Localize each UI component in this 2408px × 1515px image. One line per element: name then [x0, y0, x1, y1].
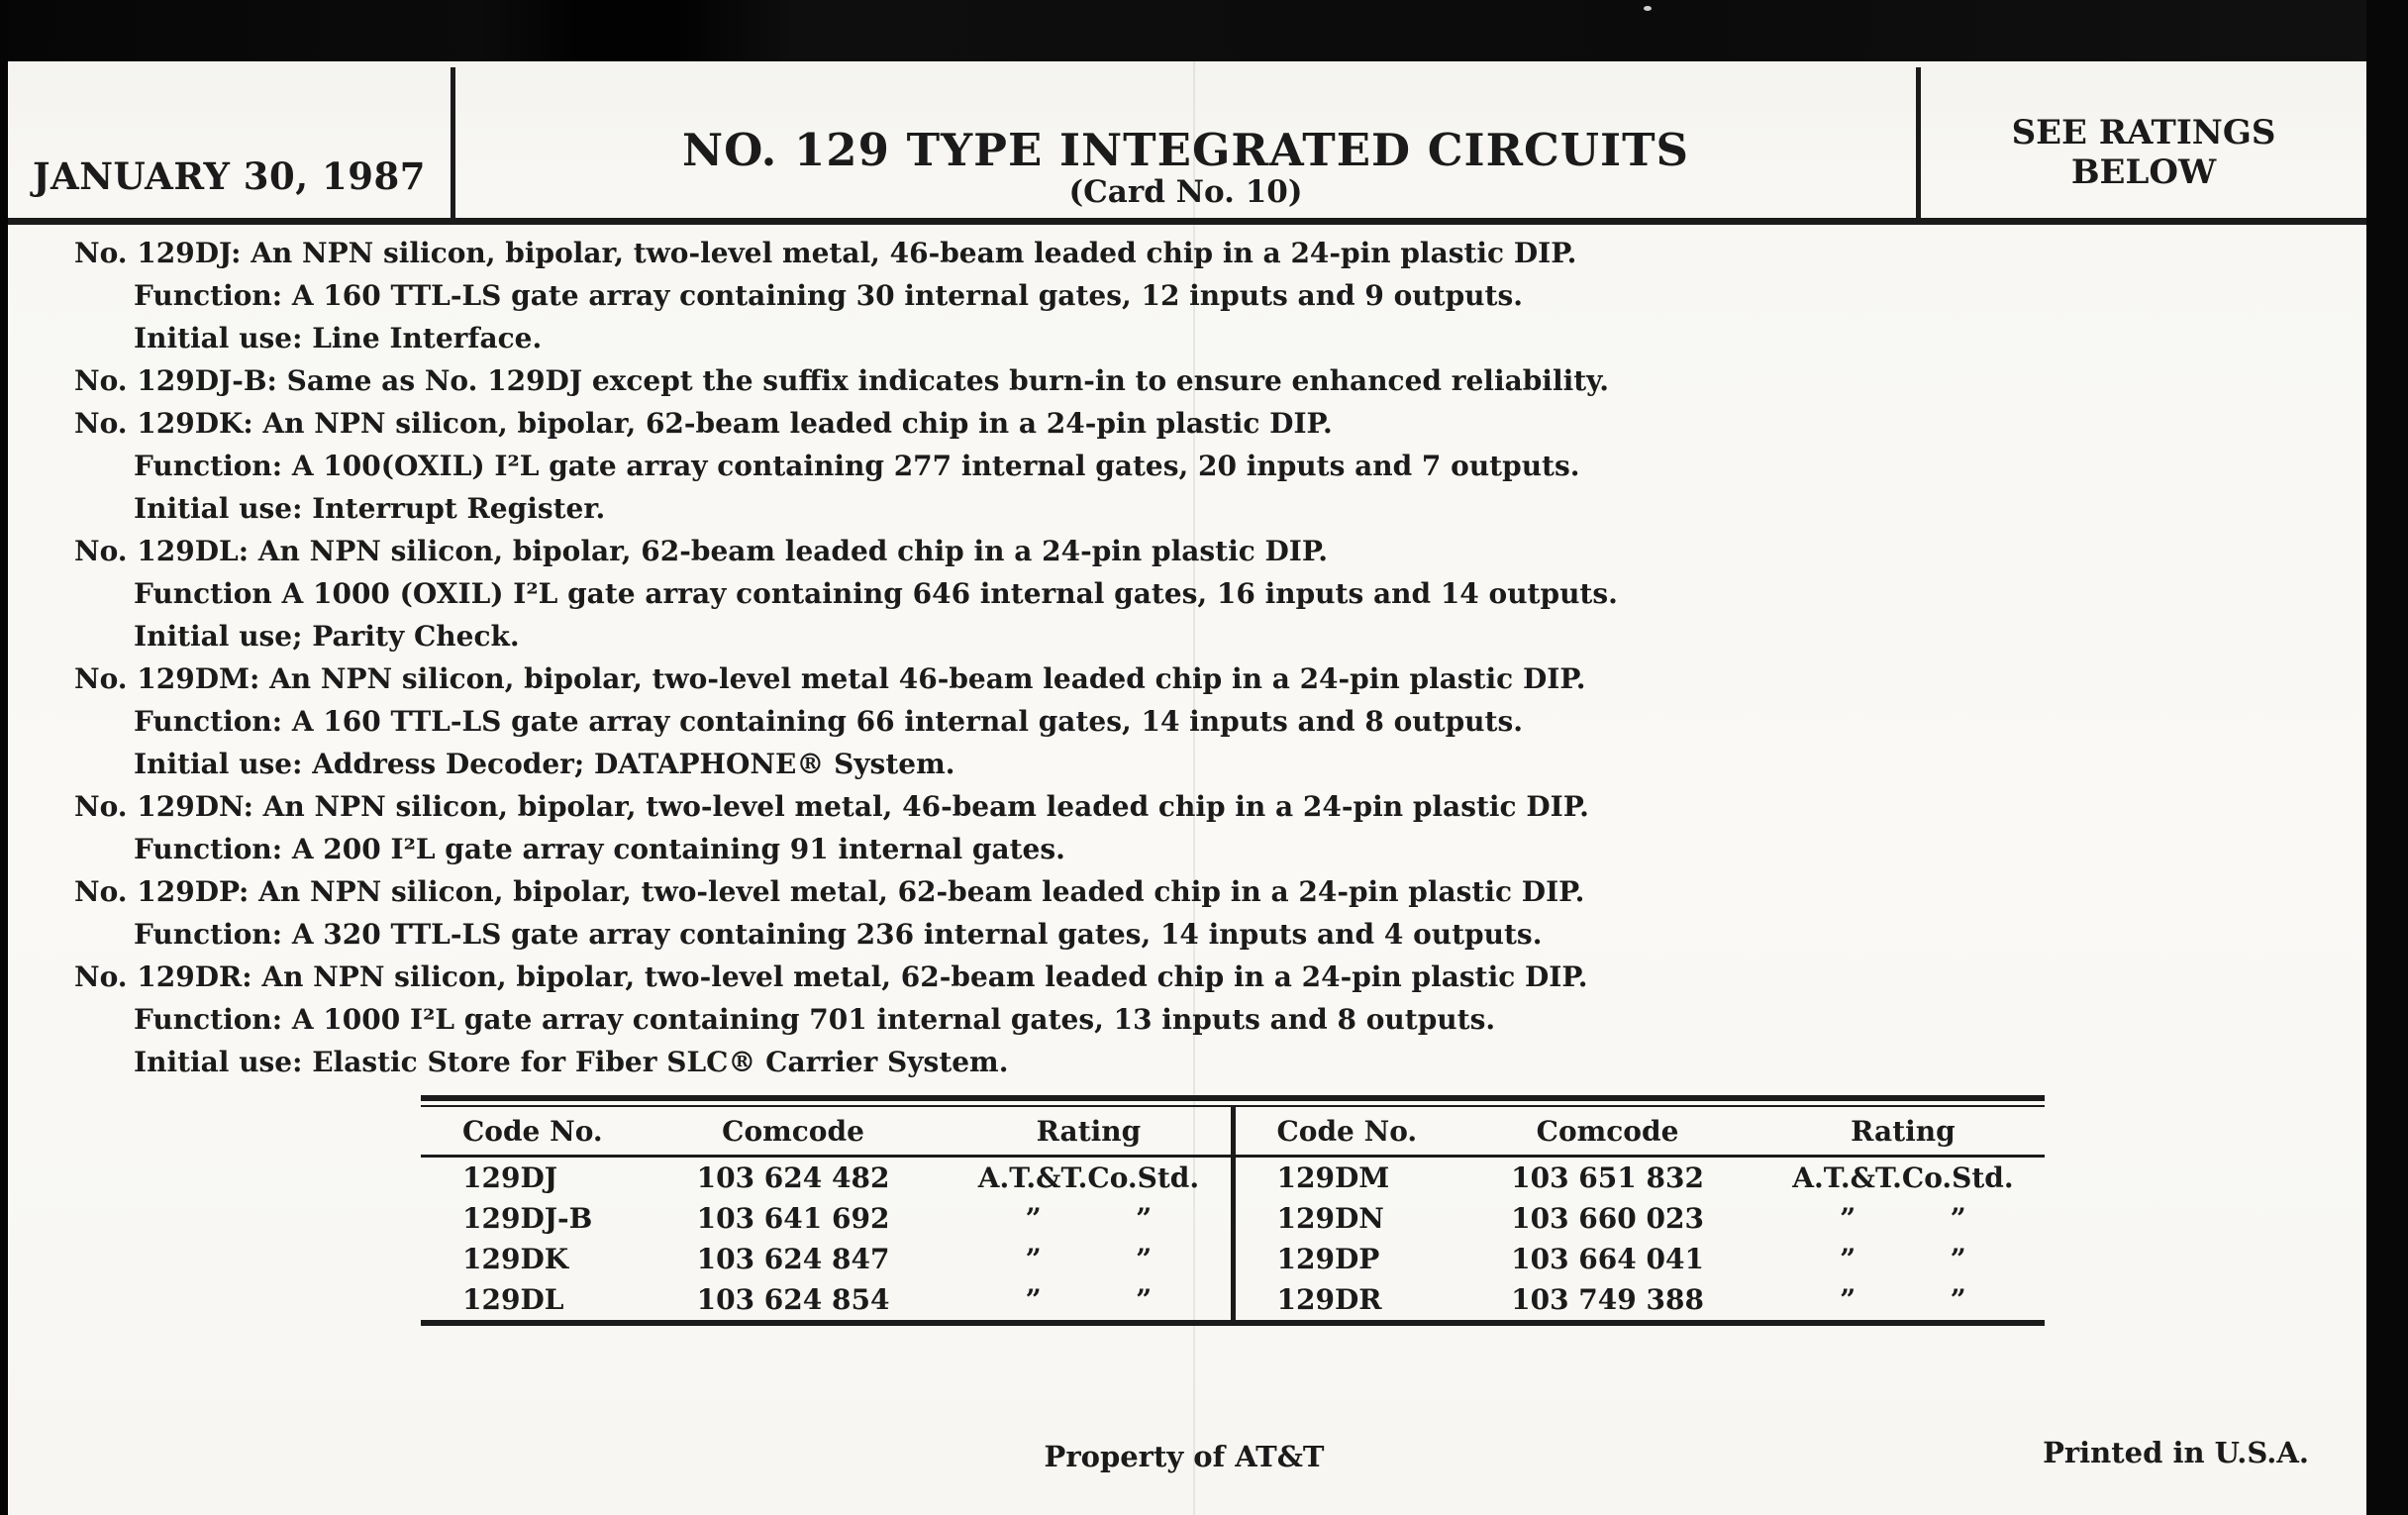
col-header-code-no: Code No. [421, 1107, 640, 1157]
entry-line: No. 129DK: An NPN silicon, bipolar, 62-beam leaded chip in a 24-pin plastic DIP. [74, 407, 1333, 440]
col-header-comcode: Comcode [1454, 1107, 1761, 1157]
code-no-cell: 129DM [1276, 1162, 1390, 1194]
see-ratings-note [1921, 61, 2366, 218]
rating-cell: A.T.&T.Co.Std. [977, 1162, 1200, 1194]
scan-border-left [0, 0, 8, 1515]
entry-line: No. 129DP: An NPN silicon, bipolar, two-level metal, 62-beam leaded chip in a 24-pin plastic DIP. [74, 875, 1585, 908]
table-bottom-rule [421, 1320, 2045, 1326]
comcode-cell: 103 641 692 [696, 1202, 890, 1235]
header-date: JANUARY 30, 1987 [32, 154, 426, 198]
header-title-block [455, 61, 1916, 218]
description-list [8, 232, 2366, 1083]
col-header-comcode: Comcode [640, 1107, 948, 1157]
card-subtitle: (Card No. 10) [1068, 174, 1303, 210]
code-no-cell: 129DR [1276, 1283, 1382, 1316]
entry-line: Function: A 320 TTL-LS gate array containing 236 internal gates, 14 inputs and 4 outputs. [134, 918, 1543, 951]
entry-line: Initial use; Parity Check. [134, 620, 520, 653]
rating-cell: ” ” [1025, 1283, 1153, 1316]
header-divider-right [1916, 67, 1921, 218]
footer-property-note: Property of AT&T [1044, 1440, 1325, 1473]
table-header-row [421, 1107, 1231, 1157]
ratings-table-right [1231, 1107, 2046, 1320]
ratings-table-left [421, 1107, 1231, 1320]
rating-cell: ” ” [1840, 1283, 1966, 1316]
comcode-cell: 103 624 847 [696, 1243, 890, 1275]
rating-cell: ” ” [1025, 1243, 1153, 1275]
table-row [1236, 1157, 2046, 1199]
table-row [421, 1157, 1231, 1199]
code-no-cell: 129DJ [462, 1162, 557, 1194]
entry-line: No. 129DJ: An NPN silicon, bipolar, two-level metal, 46-beam leaded chip in a 24-pin plastic DIP. [74, 237, 1577, 269]
rating-cell: A.T.&T.Co.Std. [1792, 1162, 2014, 1194]
entry-line: No. 129DL: An NPN silicon, bipolar, 62-beam leaded chip in a 24-pin plastic DIP. [74, 535, 1329, 567]
col-header-code-no: Code No. [1236, 1107, 1455, 1157]
col-header-rating: Rating [947, 1107, 1230, 1157]
see-ratings-line2: BELOW [2070, 152, 2217, 192]
table-row [1236, 1198, 2046, 1239]
see-ratings-line1: SEE RATINGS [2011, 113, 2276, 152]
entry-line: Function: A 100(OXIL) I²L gate array containing 277 internal gates, 20 inputs and 7 outputs. [134, 450, 1580, 482]
table-header-row [1236, 1107, 2046, 1157]
entry-line: No. 129DM: An NPN silicon, bipolar, two-level metal 46-beam leaded chip in a 24-pin plastic DIP. [74, 662, 1586, 695]
col-header-rating: Rating [1761, 1107, 2045, 1157]
comcode-cell: 103 664 041 [1511, 1243, 1704, 1275]
footer-printed-note: Printed in U.S.A. [2043, 1436, 2309, 1469]
scan-border-right [2366, 0, 2408, 1515]
scan-dust-speck [1644, 6, 1652, 11]
scan-border-top [0, 0, 2408, 61]
entry-line: Initial use: Line Interface. [134, 322, 543, 354]
entry-line: Function: A 1000 I²L gate array containing 701 internal gates, 13 inputs and 8 outputs. [134, 1003, 1496, 1036]
rating-cell: ” ” [1025, 1202, 1153, 1235]
document-sheet [8, 61, 2366, 1515]
card-header [8, 61, 2366, 225]
entry-line: No. 129DJ-B: Same as No. 129DJ except the suffix indicates burn-in to ensure enhanced reliability. [74, 364, 1609, 397]
entry-line: No. 129DR: An NPN silicon, bipolar, two-level metal, 62-beam leaded chip in a 24-pin plastic DIP. [74, 960, 1588, 993]
header-divider-left [451, 67, 455, 218]
entry-line: Initial use: Address Decoder; DATAPHONE® System. [134, 748, 955, 780]
entry-line: Initial use: Elastic Store for Fiber SLC® Carrier System. [134, 1046, 1009, 1078]
table-row [1236, 1239, 2046, 1279]
code-no-cell: 129DL [462, 1283, 564, 1316]
comcode-cell: 103 624 482 [696, 1162, 890, 1194]
rating-cell: ” ” [1840, 1202, 1966, 1235]
entry-line: Function A 1000 (OXIL) I²L gate array containing 646 internal gates, 16 inputs and 14 outputs. [134, 577, 1618, 610]
table-row [421, 1198, 1231, 1239]
code-no-cell: 129DP [1276, 1243, 1380, 1275]
table-row [421, 1239, 1231, 1279]
table-row [421, 1279, 1231, 1320]
comcode-cell: 103 651 832 [1511, 1162, 1704, 1194]
entry-line: Function: A 160 TTL-LS gate array containing 30 internal gates, 12 inputs and 9 outputs. [134, 279, 1523, 312]
code-no-cell: 129DN [1276, 1202, 1384, 1235]
entry-line: Function: A 160 TTL-LS gate array containing 66 internal gates, 14 inputs and 8 outputs. [134, 705, 1523, 738]
entry-line: Initial use: Interrupt Register. [134, 492, 606, 525]
entry-line: Function: A 200 I²L gate array containing 91 internal gates. [134, 833, 1065, 865]
comcode-cell: 103 749 388 [1511, 1283, 1704, 1316]
table-row [1236, 1279, 2046, 1320]
entry-line: No. 129DN: An NPN silicon, bipolar, two-level metal, 46-beam leaded chip in a 24-pin plastic DIP. [74, 790, 1589, 823]
comcode-cell: 103 660 023 [1511, 1202, 1704, 1235]
card-title: NO. 129 TYPE INTEGRATED CIRCUITS [681, 124, 1690, 176]
code-no-cell: 129DK [462, 1243, 569, 1275]
code-no-cell: 129DJ-B [462, 1202, 593, 1235]
comcode-cell: 103 624 854 [696, 1283, 890, 1316]
rating-cell: ” ” [1840, 1243, 1966, 1275]
ratings-table [421, 1095, 2045, 1326]
